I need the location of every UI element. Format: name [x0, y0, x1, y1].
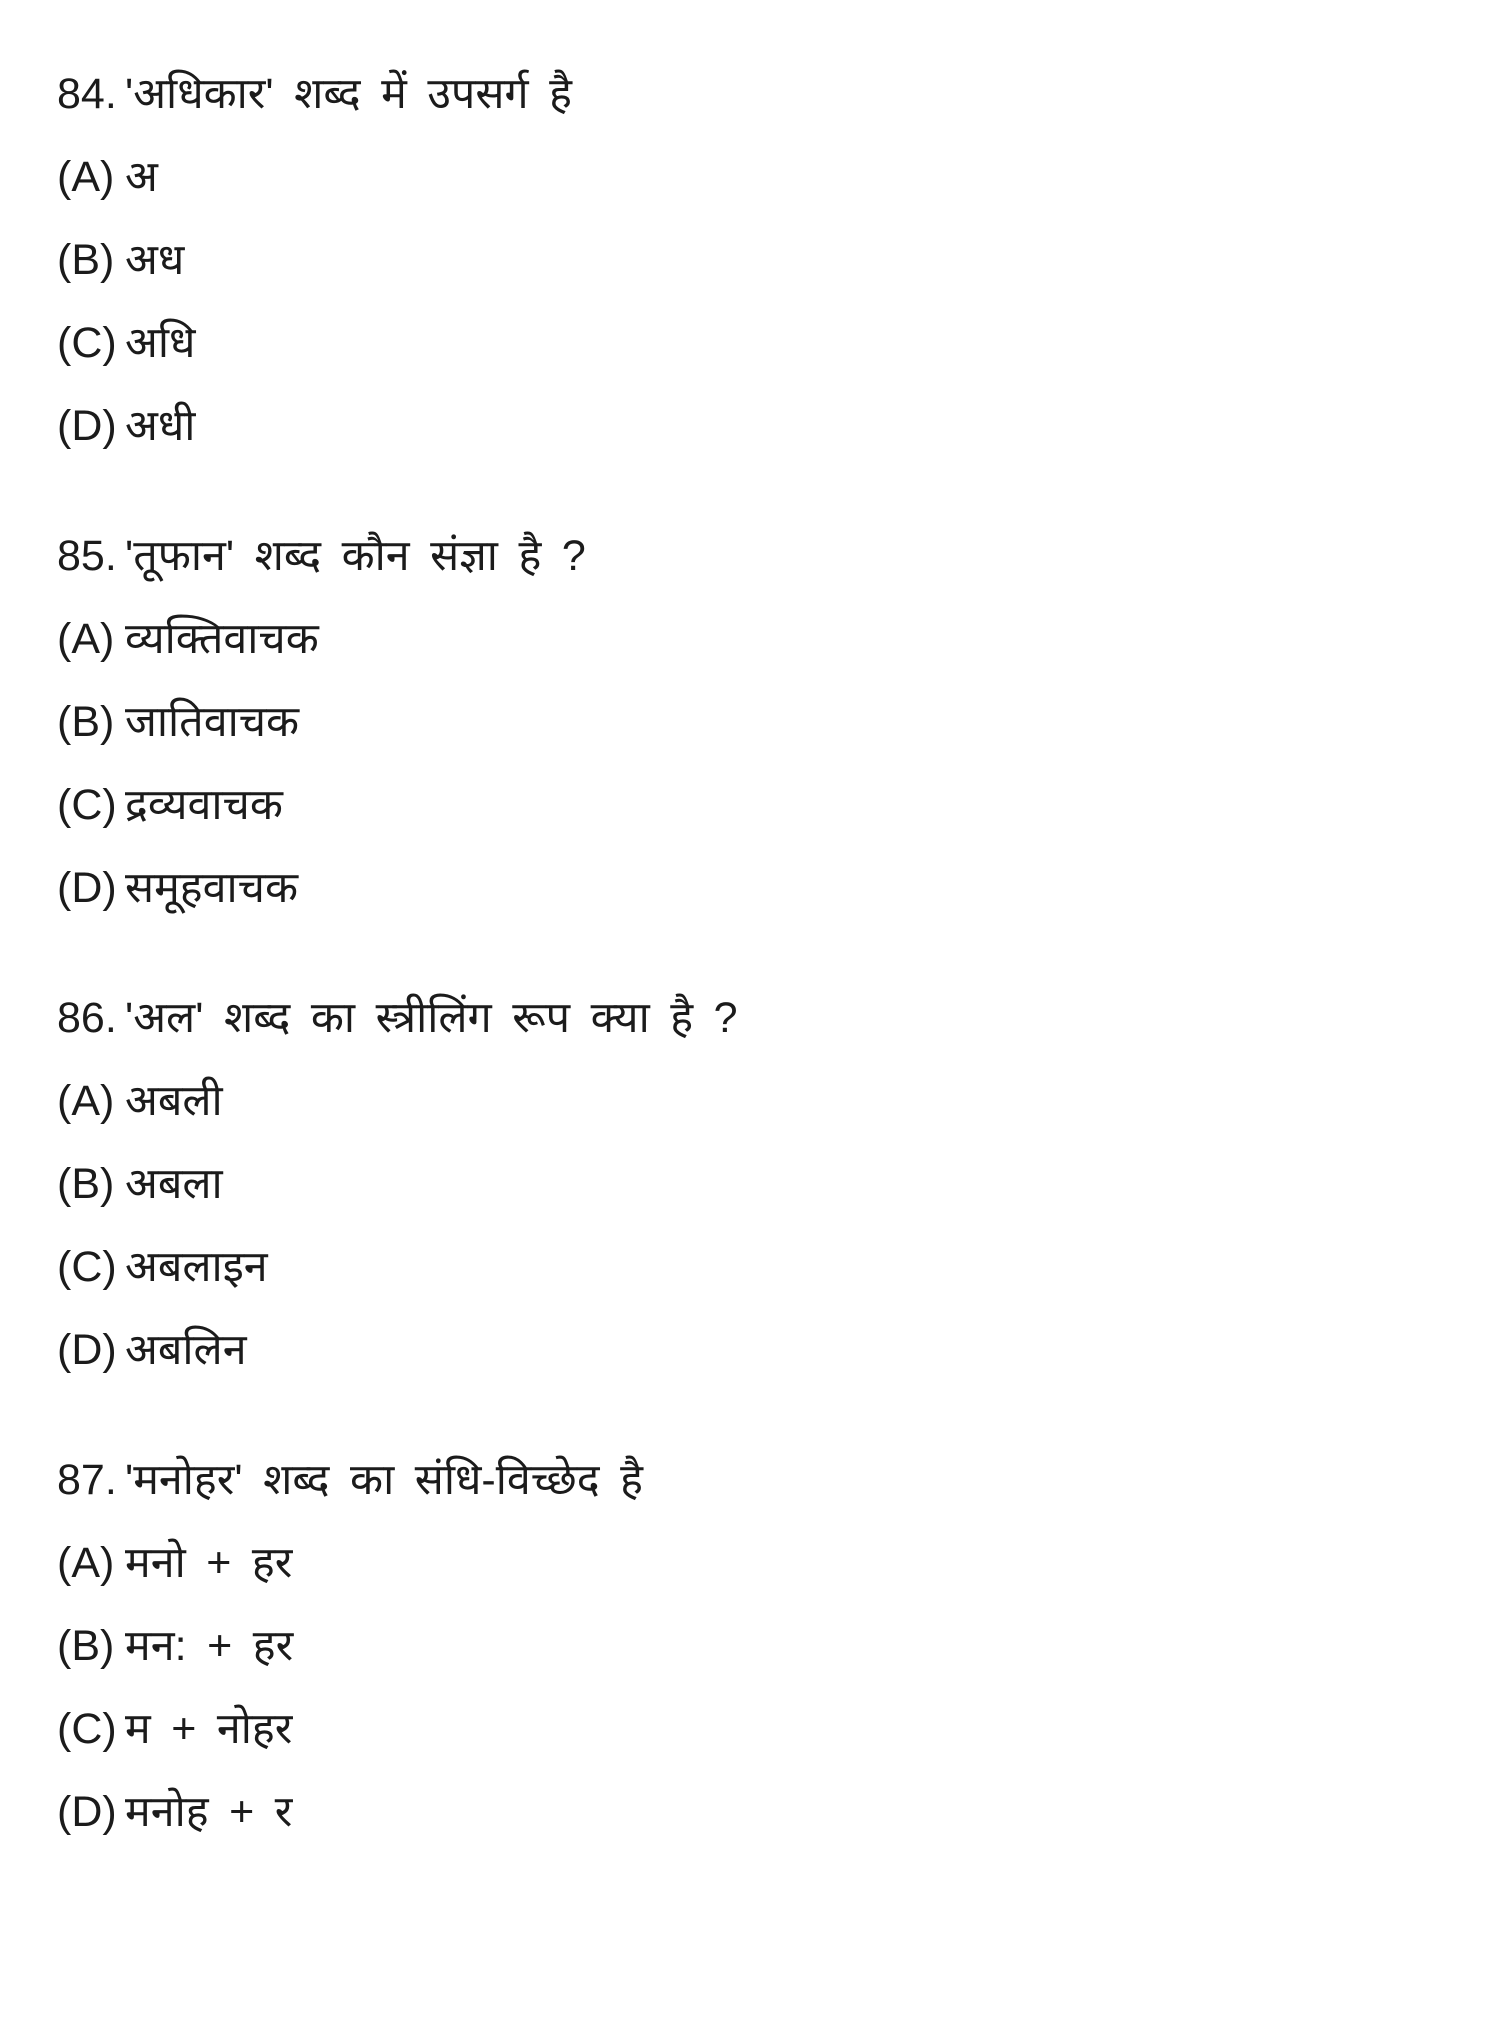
question-header: [57, 990, 1465, 1046]
option-line: [57, 777, 1465, 833]
option-text: अबलिन: [125, 1326, 247, 1374]
option-label: (D): [57, 1788, 117, 1836]
question-text: 'तूफान' शब्द कौन संज्ञा है ?: [125, 532, 586, 580]
option-label: (D): [57, 402, 117, 450]
question-number: 85.: [57, 532, 117, 580]
option-line: [57, 860, 1465, 916]
option-label: (B): [57, 236, 115, 284]
option-text: अ: [125, 153, 158, 201]
option-text: म + नोहर: [125, 1705, 293, 1753]
option-label: (A): [57, 153, 115, 201]
question-block: [57, 528, 1465, 916]
option-label: (C): [57, 1705, 117, 1753]
question-number: 86.: [57, 994, 117, 1042]
option-label: (C): [57, 319, 117, 367]
question-header: [57, 528, 1465, 584]
option-line: [57, 1239, 1465, 1295]
question-header: [57, 1452, 1465, 1508]
option-text: अधि: [125, 319, 196, 367]
option-line: [57, 398, 1465, 454]
option-label: (A): [57, 1539, 115, 1587]
option-text: मनोह + र: [125, 1788, 293, 1836]
option-label: (D): [57, 864, 117, 912]
option-text: अध: [125, 236, 185, 284]
option-text: अबला: [125, 1160, 223, 1208]
option-line: [57, 149, 1465, 205]
question-list: [57, 66, 1465, 1840]
option-label: (A): [57, 615, 115, 663]
option-line: [57, 1784, 1465, 1840]
option-line: [57, 611, 1465, 667]
option-text: जातिवाचक: [125, 698, 300, 746]
option-line: [57, 315, 1465, 371]
question-text: 'अधिकार' शब्द में उपसर्ग है: [125, 70, 572, 118]
question-block: [57, 990, 1465, 1378]
option-list: [57, 611, 1465, 916]
option-list: [57, 1073, 1465, 1378]
option-text: द्रव्यवाचक: [125, 781, 283, 829]
option-label: (B): [57, 1622, 115, 1670]
question-text: 'मनोहर' शब्द का संधि-विच्छेद है: [125, 1456, 643, 1504]
option-text: समूहवाचक: [125, 864, 298, 912]
option-line: [57, 1322, 1465, 1378]
option-label: (C): [57, 781, 117, 829]
option-label: (D): [57, 1326, 117, 1374]
option-list: [57, 149, 1465, 454]
option-line: [57, 1156, 1465, 1212]
option-text: अबलाइन: [125, 1243, 268, 1291]
option-text: मनो + हर: [125, 1539, 293, 1587]
option-text: अधी: [125, 402, 196, 450]
option-line: [57, 1618, 1465, 1674]
option-label: (B): [57, 1160, 115, 1208]
option-line: [57, 1701, 1465, 1757]
option-text: मन: + हर: [125, 1622, 294, 1670]
option-line: [57, 1535, 1465, 1591]
option-list: [57, 1535, 1465, 1840]
option-line: [57, 1073, 1465, 1129]
option-text: अबली: [125, 1077, 223, 1125]
option-label: (A): [57, 1077, 115, 1125]
option-line: [57, 694, 1465, 750]
option-text: व्यक्तिवाचक: [125, 615, 319, 663]
option-label: (B): [57, 698, 115, 746]
question-block: [57, 1452, 1465, 1840]
question-number: 84.: [57, 70, 117, 118]
question-block: [57, 66, 1465, 454]
option-label: (C): [57, 1243, 117, 1291]
question-text: 'अल' शब्द का स्त्रीलिंग रूप क्या है ?: [125, 994, 738, 1042]
question-number: 87.: [57, 1456, 117, 1504]
option-line: [57, 232, 1465, 288]
question-header: [57, 66, 1465, 122]
